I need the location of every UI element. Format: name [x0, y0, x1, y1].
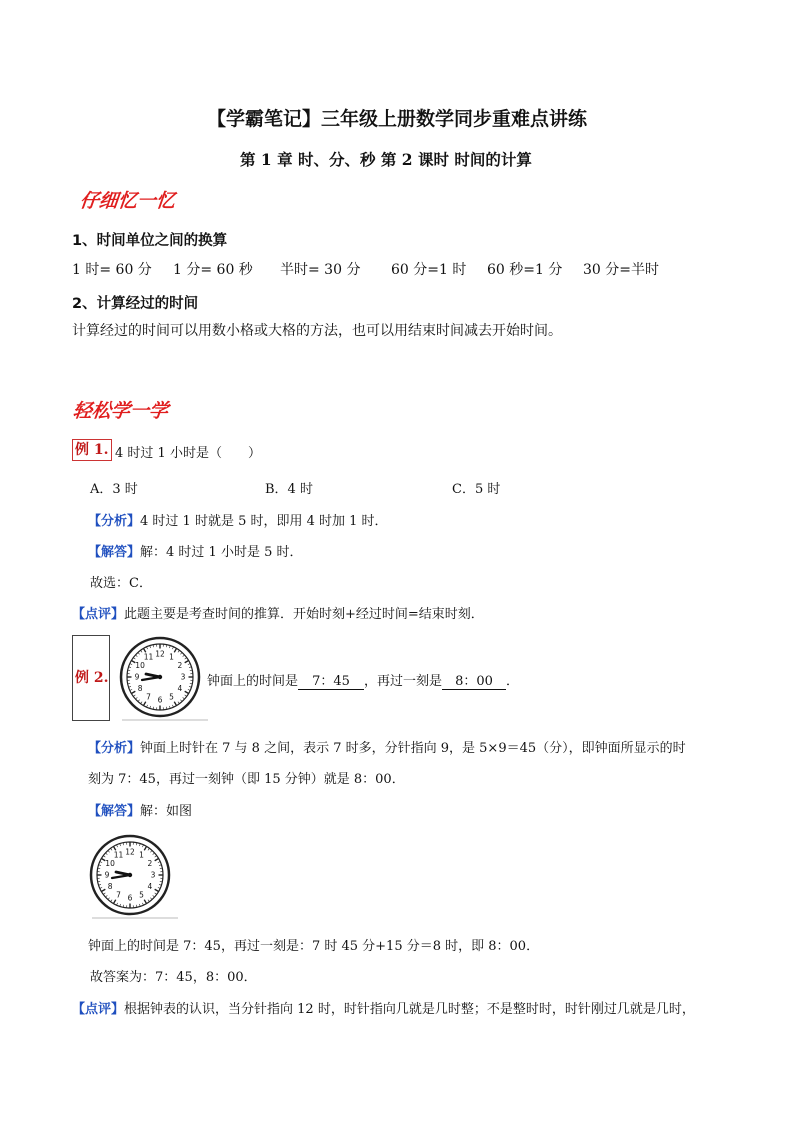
- conversion-1: 1 时= 60 分: [72, 262, 152, 278]
- example2-question: [207, 670, 519, 690]
- clock-numeral: 12: [125, 847, 135, 857]
- clock-numeral: 11: [113, 850, 124, 860]
- clock-numeral: 9: [134, 672, 140, 682]
- question-mid: ，再过一刻是: [364, 674, 443, 689]
- clock-numeral: 4: [147, 882, 153, 892]
- example1-comment: [72, 603, 484, 622]
- clock-numeral: 11: [143, 652, 154, 662]
- clock-numeral: 10: [105, 859, 115, 869]
- example1-analysis: [88, 510, 388, 529]
- clock-numeral: 4: [177, 684, 183, 694]
- answer-text: 解：4 时过 1 小时是 5 时．: [140, 545, 303, 560]
- example1-choice: 故选：C．: [90, 576, 152, 591]
- question-prefix: 钟面上的时间是: [207, 674, 299, 689]
- answer-text: 解：如图: [140, 804, 193, 819]
- clock-numeral: 6: [127, 893, 133, 903]
- page-subtitle: 第 1 章 时、分、秒 第 2 课时 时间的计算: [240, 150, 532, 169]
- clock-numeral: 8: [137, 684, 143, 694]
- analysis-text: 钟面上时针在 7 与 8 之间，表示 7 时多，分针指向 9，是 5×9＝45（分），即钟面所显示的时: [140, 741, 686, 756]
- item2-title: 2、计算经过的时间: [72, 296, 199, 312]
- clock-numeral: 9: [104, 870, 110, 880]
- clock-numeral: 3: [150, 870, 156, 880]
- conversion-4: 60 分=1 时: [391, 262, 467, 278]
- answer-blank-1: 7：45: [298, 670, 364, 690]
- clock-numeral: 7: [146, 692, 151, 702]
- comment-tag: 【点评】: [72, 607, 125, 622]
- clock-numeral: 1: [139, 850, 144, 860]
- clock-answer-icon: [88, 834, 180, 920]
- analysis-text: 4 时过 1 时就是 5 时，即用 4 时加 1 时．: [140, 514, 388, 529]
- conversion-2: 1 分= 60 秒: [173, 262, 253, 278]
- conversion-6: 30 分=半时: [583, 262, 659, 278]
- example1-option-a: A．3 时: [90, 482, 138, 497]
- section-heading-learn: 轻松学一学: [71, 400, 170, 422]
- clock-numeral: 2: [147, 859, 153, 869]
- clock-numeral: 7: [116, 890, 121, 900]
- example2-answer: [88, 800, 192, 819]
- clock-numeral: 12: [155, 649, 165, 659]
- question-end: ．: [506, 674, 520, 689]
- example2-result: 钟面上的时间是 7：45，再过一刻是：7 时 45 分+15 分＝8 时，即 8：00．: [88, 939, 540, 954]
- clock-numeral: 2: [177, 661, 183, 671]
- comment-tag: 【点评】: [72, 1002, 125, 1017]
- clock-numeral: 1: [169, 652, 174, 662]
- page-title: 【学霸笔记】三年级上册数学同步重难点讲练: [206, 108, 587, 130]
- clock-numeral: 6: [157, 695, 163, 705]
- conversion-5: 60 秒=1 分: [487, 262, 563, 278]
- clock-numeral: 5: [169, 692, 174, 702]
- clock-numeral: 3: [180, 672, 186, 682]
- item1-title: 1、时间单位之间的换算: [72, 233, 228, 249]
- example1-option-b: B．4 时: [265, 482, 313, 497]
- clock-numeral: 5: [139, 890, 144, 900]
- example2-label: 例 2.: [75, 670, 109, 686]
- conversion-3: 半时= 30 分: [280, 262, 361, 278]
- answer-tag: 【解答】: [88, 804, 141, 819]
- example2-analysis-line2: 刻为 7：45，再过一刻钟（即 15 分钟）就是 8：00．: [88, 772, 405, 787]
- example1-label: 例 1.: [72, 439, 112, 461]
- example2-label-box: [72, 635, 110, 721]
- clock-icon: [118, 636, 210, 722]
- example1-option-c: C．5 时: [452, 482, 501, 497]
- analysis-tag: 【分析】: [88, 514, 141, 529]
- example1-question: 4 时过 1 小时是（ ）: [115, 446, 261, 461]
- example2-final: 故答案为：7：45，8：00．: [90, 970, 257, 985]
- example1-answer: [88, 541, 303, 560]
- section-heading-review: 仔细忆一忆: [78, 190, 177, 212]
- comment-text: 根据钟表的认识，当分针指向 12 时，时针指向几就是几时整；不是整时时，时针刚过几就是几时，: [124, 1002, 695, 1017]
- clock-numeral: 8: [107, 882, 113, 892]
- example2-comment: [72, 998, 695, 1017]
- answer-tag: 【解答】: [88, 545, 141, 560]
- answer-blank-2: 8：00: [442, 670, 506, 690]
- item2-text: 计算经过的时间可以用数小格或大格的方法，也可以用结束时间减去开始时间。: [72, 323, 562, 339]
- example2-analysis-line1: [88, 737, 686, 756]
- analysis-tag: 【分析】: [88, 741, 141, 756]
- comment-text: 此题主要是考查时间的推算．开始时刻+经过时间=结束时刻．: [124, 607, 484, 622]
- clock-numeral: 10: [135, 661, 145, 671]
